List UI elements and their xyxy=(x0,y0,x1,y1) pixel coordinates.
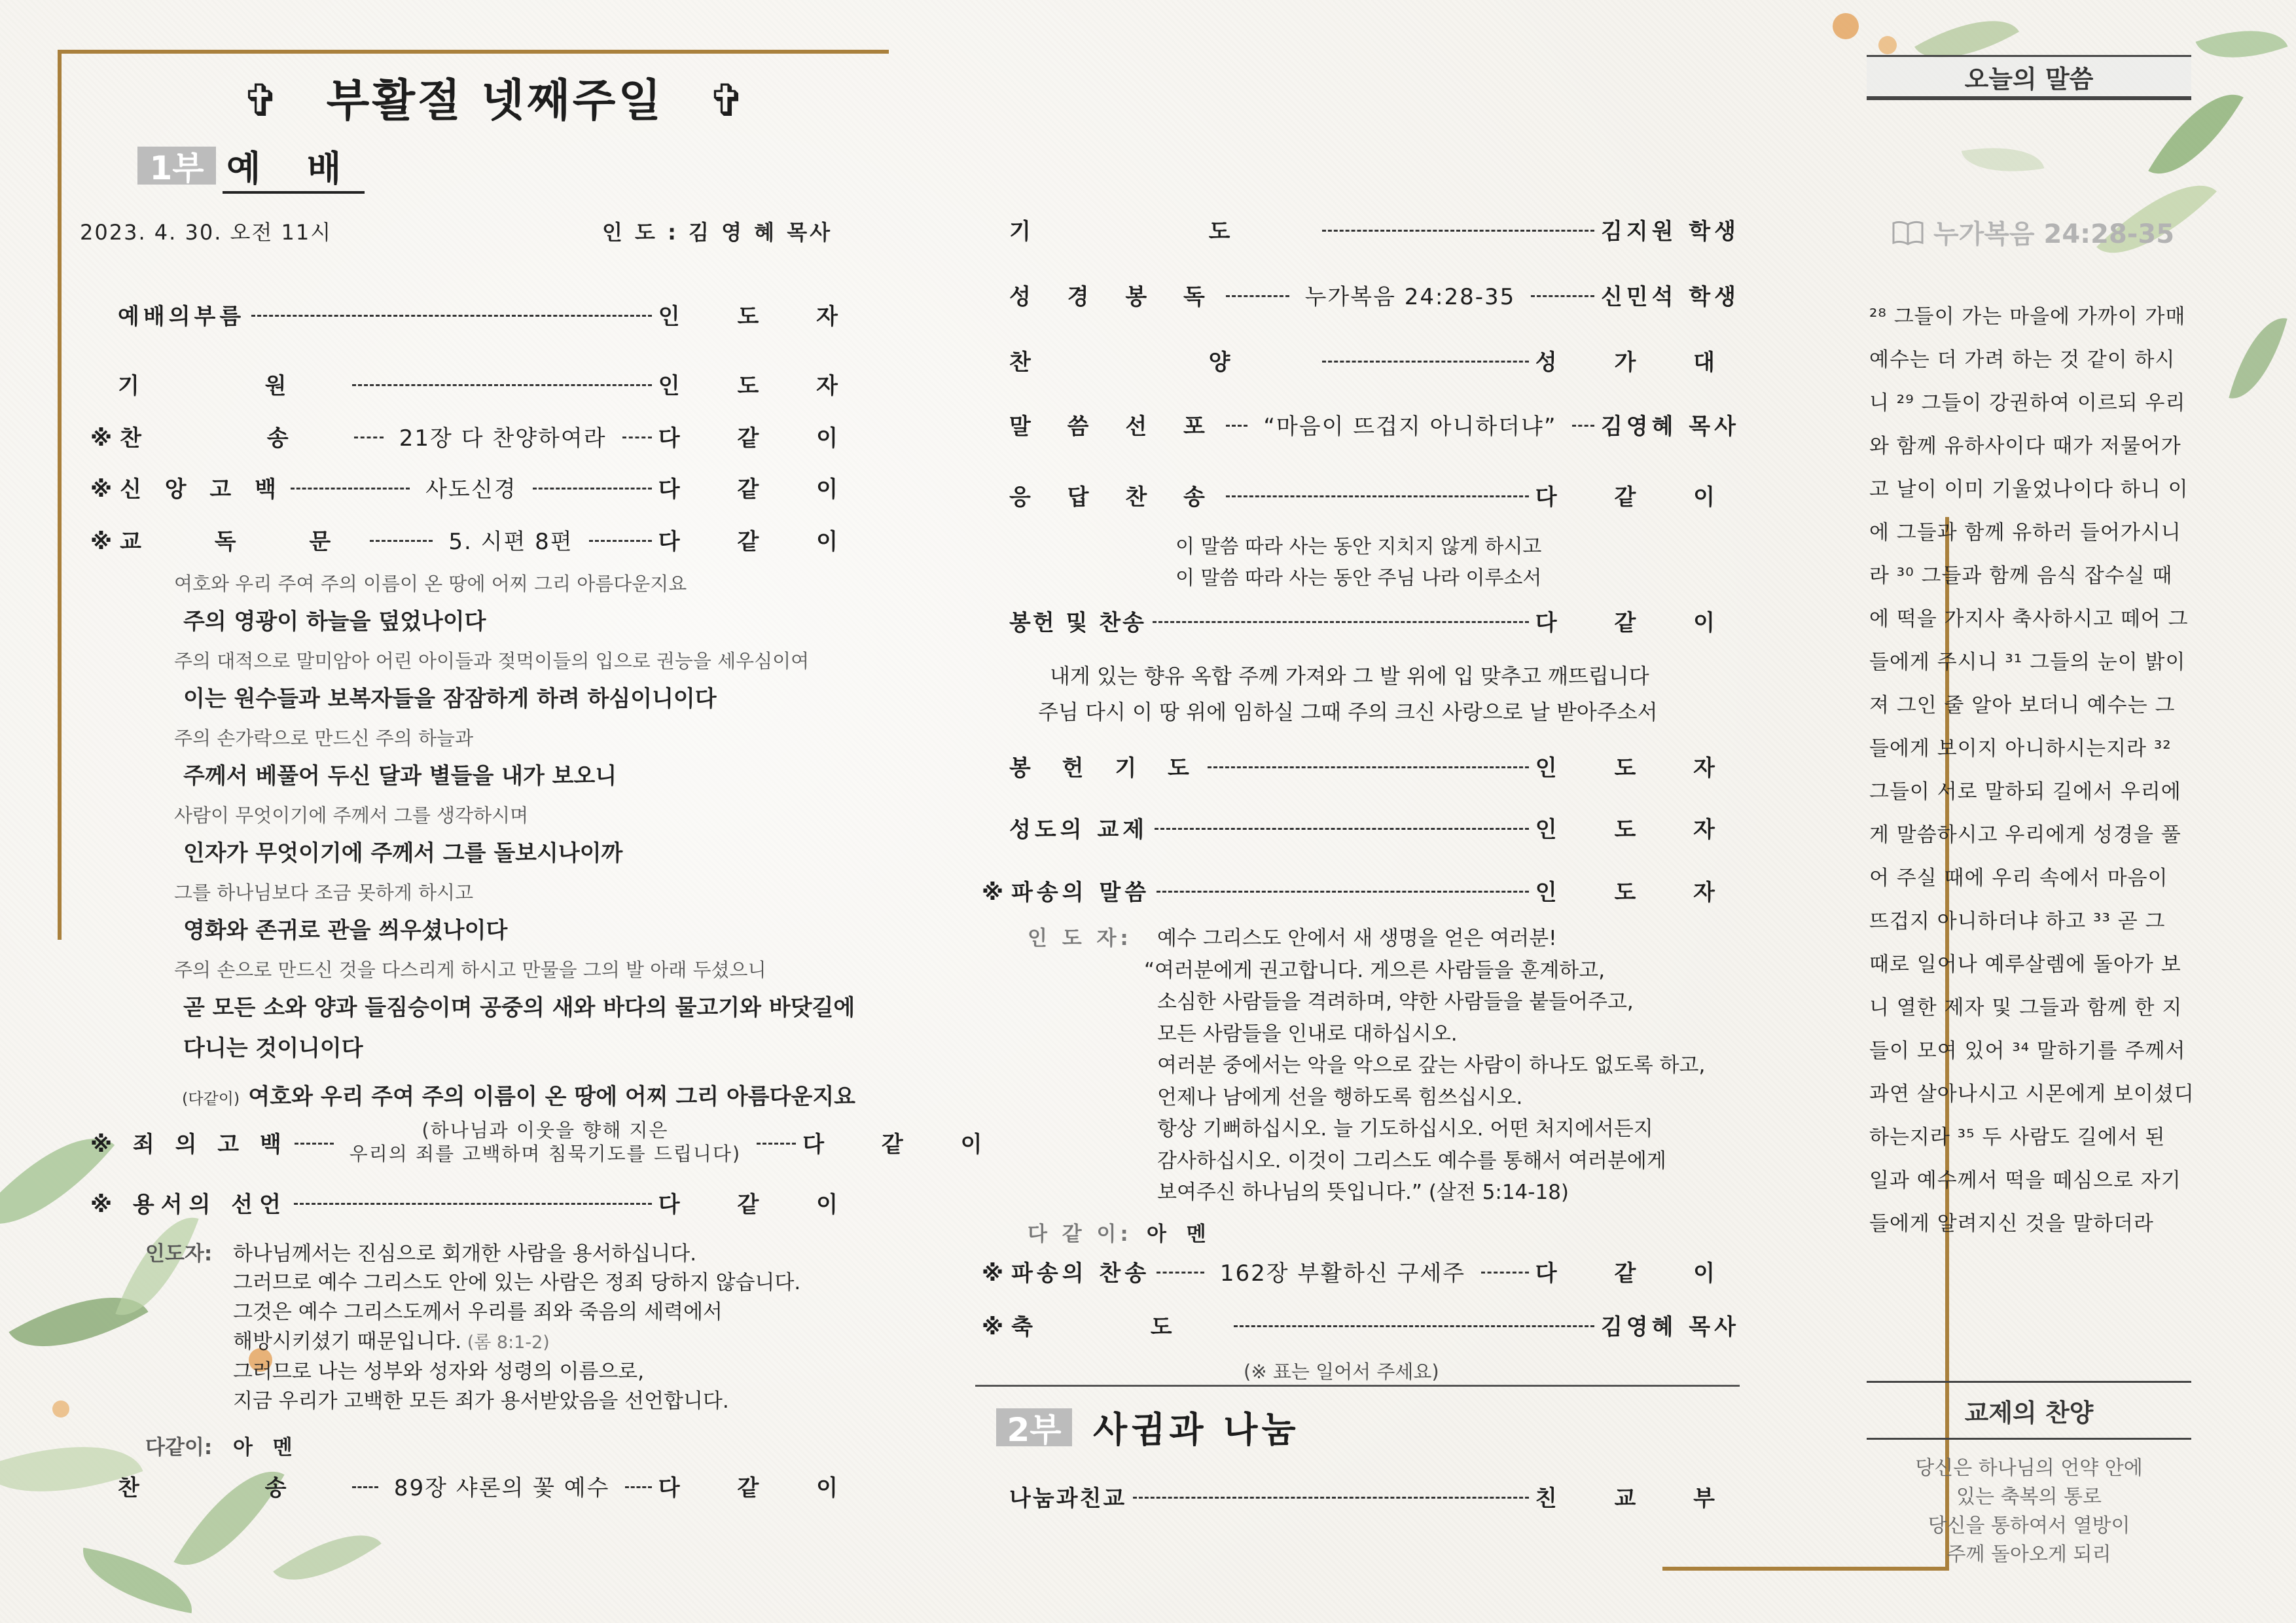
standing-note: (※ 표는 일어서 주세요) xyxy=(1244,1361,1439,1383)
part1-number: 1부 xyxy=(137,147,216,185)
order-label xyxy=(90,524,363,556)
dash-leader xyxy=(251,315,652,317)
order-label-text: 봉 헌 기 도 xyxy=(1009,755,1201,781)
order-performer: 신민석 학생 xyxy=(1600,283,1740,310)
dash-leader xyxy=(352,384,652,386)
cross-icon: ✞ xyxy=(708,75,748,127)
reading-leader-line: 주의 손가락으로 만드신 주의 하늘과 xyxy=(174,727,474,749)
order-performer: 다 같 이 xyxy=(1535,1260,1740,1287)
sidebar-title-bar xyxy=(1867,55,2191,100)
order-label xyxy=(982,874,1150,906)
reading-response-line: 주께서 베풀어 두신 달과 별들을 내가 보오니 xyxy=(183,763,617,789)
order-detail: 사도신경 xyxy=(425,476,517,503)
dash-leader xyxy=(354,437,384,438)
standing-mark: ※ xyxy=(90,528,113,555)
song-line: 주께 돌아오게 되리 xyxy=(1946,1543,2111,1566)
reading-leader-line: 주의 손으로 만드신 것을 다스리게 하시고 만물을 그의 발 아래 두셨으니 xyxy=(174,959,766,981)
order-label xyxy=(90,471,284,503)
psalm-final-text: 여호와 우리 주여 주의 이름이 온 땅에 어찌 그리 아름다운지요 xyxy=(248,1084,856,1110)
scripture-line: 라 ³⁰ 그들과 함께 음식 잡수실 때 xyxy=(1869,564,2173,588)
order-label xyxy=(982,1255,1150,1287)
absolution-all-text: 아 멘 xyxy=(233,1436,299,1459)
order-label-text: 말 씀 선 포 xyxy=(1009,413,1219,440)
order-performer: 인 도 자 xyxy=(1535,755,1740,781)
dash-leader xyxy=(533,488,652,490)
sending-line: 소심한 사람들을 격려하며, 약한 사람들을 붙들어주고, xyxy=(1157,990,1634,1014)
order-performer: 다 같 이 xyxy=(658,1191,863,1218)
absolution-line-text: 하나님께서는 진심으로 회개한 사람을 용서하십니다. xyxy=(233,1242,697,1266)
scripture-line: 하는지라 ³⁵ 두 사람도 길에서 된 xyxy=(1869,1126,2166,1149)
order-confession xyxy=(90,1119,1007,1165)
song-line: 당신을 통하여서 열방이 xyxy=(1928,1514,2130,1537)
standing-mark: ※ xyxy=(90,425,113,452)
absolution-line-text: 해방시키셨기 때문입니다. xyxy=(233,1330,462,1353)
order-label xyxy=(982,1309,1227,1341)
order-label: 찬 송 xyxy=(118,1474,346,1501)
psalm-final-line xyxy=(182,1079,855,1111)
section-divider xyxy=(975,1385,1740,1387)
absolution-line xyxy=(233,1384,729,1414)
order-item xyxy=(1009,410,1740,438)
order-performer: 다 같 이 xyxy=(1535,484,1740,510)
absolution-all-label: 다같이: xyxy=(145,1436,213,1459)
reading-leader-line: 사람이 무엇이기에 주께서 그를 생각하시며 xyxy=(174,804,529,827)
dash-leader xyxy=(1208,766,1529,768)
dash-leader xyxy=(589,540,652,542)
scripture-line: ²⁸ 그들이 가는 마을에 가까이 가매 xyxy=(1869,305,2186,329)
dash-leader xyxy=(1157,891,1529,893)
reading-response-line: 인자가 무엇이기에 주께서 그를 돌보시나이까 xyxy=(183,840,623,866)
scripture-line: 들에게 보이지 아니하시는지라 ³² xyxy=(1869,737,2172,760)
dash-leader xyxy=(1133,1497,1529,1499)
sending-line: 언제나 남에게 선을 행하도록 힘쓰십시오. xyxy=(1157,1085,1523,1109)
order-label-text: 교 독 문 xyxy=(120,528,364,555)
order-label-text: 기 원 xyxy=(118,372,346,399)
scripture-line: 그들이 서로 말하되 길에서 우리에 xyxy=(1869,780,2181,804)
scripture-line: 과연 살아나시고 시몬에게 보이셨디 xyxy=(1869,1082,2195,1106)
order-label: 용서의 선언 xyxy=(132,1191,287,1218)
order-detail: 누가복음 24:28-35 xyxy=(1304,283,1516,310)
response-lyric-line: 이 말씀 따라 사는 동안 지치지 않게 하시고 xyxy=(1175,535,1542,558)
scripture-reference: 누가복음 24:28-35 xyxy=(1933,219,2175,249)
sending-all-label: 다 같 이: xyxy=(1028,1222,1132,1246)
dash-leader xyxy=(295,1143,334,1145)
absolution-line xyxy=(233,1295,723,1325)
reading-response-line: 다니는 것이니이다 xyxy=(183,1035,363,1061)
order-item xyxy=(1009,346,1740,374)
order-fellowship xyxy=(1009,1482,1740,1510)
book-icon xyxy=(1892,219,1924,245)
sending-line: 모든 사람들을 인내로 대하십시오. xyxy=(1157,1022,1458,1046)
order-item xyxy=(1009,751,1740,780)
order-item xyxy=(118,300,863,329)
order-performer: 김영혜 목사 xyxy=(1600,1313,1740,1340)
dash-leader xyxy=(1322,230,1594,232)
order-performer: 다 같 이 xyxy=(658,528,863,555)
order-label-text: 성도의 교제 xyxy=(1009,816,1149,843)
order-label xyxy=(118,298,245,330)
order-performer: 인 도 자 xyxy=(1535,816,1740,843)
absolution-line xyxy=(233,1237,696,1266)
sending-line: 보여주신 하나님의 뜻입니다.” (살전 5:14-18) xyxy=(1157,1181,1570,1204)
service-title: 부활절 넷째주일 xyxy=(326,75,664,127)
order-label xyxy=(118,368,346,400)
standing-mark: ※ xyxy=(90,476,113,503)
scripture-heading xyxy=(1892,213,2174,251)
offering-lyric-line: 주님 다시 이 땅 위에 임하실 그때 주의 크신 사랑으로 날 받아주소서 xyxy=(1038,700,1658,724)
order-performer: 다 같 이 xyxy=(1535,609,1740,636)
sending-line: 감사하십시오. 이것이 그리스도 예수를 통해서 여러분에게 xyxy=(1157,1149,1666,1173)
order-performer: 다 같 이 xyxy=(802,1131,1007,1158)
order-label xyxy=(1009,408,1219,440)
order-detail: 5. 시편 8편 xyxy=(448,528,573,555)
scripture-line: 져 그인 줄 알아 보더니 예수는 그 xyxy=(1869,694,2176,717)
scripture-line: 니 열한 제자 및 그들과 함께 한 지 xyxy=(1869,996,2183,1020)
part2-number: 2부 xyxy=(996,1408,1072,1446)
scripture-line: 예수는 더 가려 하는 것 같이 하시 xyxy=(1869,348,2176,372)
order-item xyxy=(1009,215,1740,243)
order-label xyxy=(1009,812,1148,844)
order-label-text: 파송의 말씀 xyxy=(1011,879,1151,906)
dash-leader xyxy=(1531,295,1594,297)
scripture-line: 어 주실 때에 우리 속에서 마음이 xyxy=(1869,866,2168,890)
song-title: 교제의 찬양 xyxy=(1964,1398,2094,1427)
order-performer: 다 같 이 xyxy=(658,1474,863,1501)
scripture-line: 니 ²⁹ 그들이 강권하여 이르되 우리 xyxy=(1869,391,2186,415)
absolution-line-text: 지금 우리가 고백한 모든 죄가 용서받았음을 선언합니다. xyxy=(233,1389,729,1413)
order-item xyxy=(1009,280,1740,309)
absolution-line-text: 그러므로 예수 그리스도 안에 있는 사람은 정죄 당하지 않습니다. xyxy=(233,1271,801,1294)
order-label-text: 응 답 찬 송 xyxy=(1009,484,1219,510)
absolution-line-text: 그것은 예수 그리스도께서 우리를 죄와 죽음의 세력에서 xyxy=(233,1300,723,1324)
scripture-citation: (롬 8:1-2) xyxy=(461,1332,550,1353)
order-label-text: 축 도 xyxy=(1011,1313,1227,1340)
absolution-line xyxy=(233,1355,644,1384)
order-hymn-2 xyxy=(118,1471,863,1500)
service-date: 2023. 4. 30. 오전 11시 xyxy=(80,220,332,245)
confession-note-1: (하나님과 이웃을 향해 지은 xyxy=(422,1119,669,1141)
dash-leader xyxy=(1226,495,1529,497)
song-line: 당신은 하나님의 언약 안에 xyxy=(1915,1457,2143,1480)
scripture-line: 일과 예수께서 떡을 떼심으로 자기 xyxy=(1869,1169,2181,1192)
order-label: 봉헌 및 찬송 xyxy=(1009,609,1146,636)
order-label xyxy=(1009,344,1316,376)
song-title-bar xyxy=(1867,1381,2191,1440)
dash-leader xyxy=(1157,1272,1204,1274)
scripture-line: 뜨겁지 아니하더냐 하고 ³³ 곧 그 xyxy=(1869,910,2166,933)
order-performer: 인 도 자 xyxy=(1535,879,1740,906)
order-item xyxy=(982,876,1740,904)
order-item xyxy=(118,369,863,398)
sending-line: 예수 그리스도 안에서 새 생명을 얻은 여러분! xyxy=(1157,927,1557,950)
scripture-line: 들에게 주시니 ³¹ 그들의 눈이 밝이 xyxy=(1869,651,2186,674)
scripture-line: 게 말씀하시고 우리에게 성경을 풀 xyxy=(1869,823,2181,847)
order-performer: 친 교 부 xyxy=(1535,1485,1740,1512)
order-item xyxy=(90,473,863,501)
page-title xyxy=(242,65,748,129)
order-label-text: 기 도 xyxy=(1009,218,1316,245)
dash-leader xyxy=(352,1486,378,1488)
dash-leader xyxy=(1226,425,1247,427)
sending-line: “여러분에게 권고합니다. 게으른 사람들을 훈계하고, xyxy=(1144,958,1605,982)
order-performer: 다 같 이 xyxy=(658,476,863,503)
dash-leader xyxy=(1481,1272,1529,1274)
order-performer: 김영혜 목사 xyxy=(1600,413,1740,440)
word-title: 오늘의 말씀 xyxy=(1964,64,2094,94)
service-leader: 인 도 : 김 영 혜 목사 xyxy=(602,220,833,245)
order-performer: 성 가 대 xyxy=(1535,349,1740,376)
dash-leader xyxy=(370,540,433,542)
dash-leader xyxy=(625,1486,651,1488)
dash-leader xyxy=(291,488,410,490)
order-item xyxy=(1009,480,1740,509)
dash-leader xyxy=(1155,828,1529,830)
order-label-text: 신 앙 고 백 xyxy=(120,476,284,503)
order-label-text: 파송의 찬송 xyxy=(1011,1260,1151,1287)
reading-response-line: 영화와 존귀로 관을 씌우셨나이다 xyxy=(183,918,508,944)
reading-leader-line: 여호와 우리 주여 주의 이름이 온 땅에 어찌 그리 아름다운지요 xyxy=(174,573,687,595)
order-label xyxy=(1009,213,1316,245)
order-detail: 89장 샤론의 꽃 예수 xyxy=(393,1474,610,1501)
dash-leader xyxy=(757,1143,796,1145)
standing-mark: ※ xyxy=(982,1313,1004,1340)
dash-leader xyxy=(1153,621,1529,623)
order-absolution xyxy=(90,1188,863,1217)
order-label xyxy=(1009,479,1219,511)
order-label xyxy=(1009,750,1201,782)
order-detail: “마음이 뜨겁지 아니하더냐” xyxy=(1263,413,1557,440)
absolution-line xyxy=(233,1266,800,1295)
order-detail: 162장 부활하신 구세주 xyxy=(1219,1260,1466,1287)
order-performer: 인 도 자 xyxy=(658,303,863,330)
order-label xyxy=(1009,279,1219,311)
sending-leader-label: 인 도 자: xyxy=(1028,927,1132,950)
order-label: 죄 의 고 백 xyxy=(132,1131,288,1158)
order-label: 나눔과친교 xyxy=(1009,1485,1127,1512)
scripture-line: 에 그들과 함께 유하러 들어가시니 xyxy=(1869,521,2181,544)
scripture-line: 고 날이 이미 기울었나이다 하니 이 xyxy=(1869,478,2189,501)
reading-leader-line: 주의 대적으로 말미암아 어린 아이들과 젖먹이들의 입으로 권능을 세우심이여 xyxy=(174,650,810,672)
part1-title: 예 배 xyxy=(223,141,365,194)
reading-leader-line: 그를 하나님보다 조금 못하게 하시고 xyxy=(174,882,474,904)
scripture-line: 에 떡을 가지사 축사하시고 떼어 그 xyxy=(1869,607,2189,631)
order-label-text: 찬 양 xyxy=(1009,349,1316,376)
standing-mark: ※ xyxy=(982,879,1004,906)
reading-response-line: 이는 원수들과 보복자들을 잠잠하게 하려 하심이니이다 xyxy=(183,686,717,712)
order-performer: 인 도 자 xyxy=(658,372,863,399)
scripture-line: 들에게 알려지신 것을 말하더라 xyxy=(1869,1212,2154,1236)
scripture-line: 때로 일어나 예루살렘에 돌아가 보 xyxy=(1869,953,2181,976)
song-line: 있는 축복의 통로 xyxy=(1956,1486,2102,1508)
absolution-line xyxy=(233,1325,550,1354)
standing-mark: ※ xyxy=(982,1260,1004,1287)
order-label-text: 성 경 봉 독 xyxy=(1009,283,1219,310)
frame-left xyxy=(58,50,62,940)
dash-leader xyxy=(1572,425,1594,427)
dash-leader xyxy=(1226,295,1289,297)
cross-icon: ✞ xyxy=(242,75,282,127)
order-label xyxy=(90,420,348,452)
order-label-text: 찬 송 xyxy=(120,425,348,452)
standing-mark: ※ xyxy=(90,1131,119,1158)
scripture-line: 들이 모여 있어 ³⁴ 말하기를 주께서 xyxy=(1869,1039,2186,1063)
dash-leader xyxy=(622,437,652,438)
confession-note-2: 우리의 죄를 고백하며 침묵기도를 드립니다) xyxy=(349,1143,742,1165)
order-performer: 김지원 학생 xyxy=(1600,218,1740,245)
part2-title: 사귐과 나눔 xyxy=(1093,1409,1300,1450)
sending-all-text: 아 멘 xyxy=(1147,1222,1213,1246)
sending-line: 항상 기뻐하십시오. 늘 기도하십시오. 어떤 처지에서든지 xyxy=(1157,1117,1653,1141)
response-lyric-line: 이 말씀 따라 사는 동안 주님 나라 이루소서 xyxy=(1175,567,1542,590)
sending-line: 여러분 중에서는 악을 악으로 갚는 사람이 하나도 없도록 하고, xyxy=(1157,1054,1706,1077)
reading-response-line: 곧 모든 소와 양과 들짐승이며 공중의 새와 바다의 물고기와 바닷길에 xyxy=(183,995,855,1021)
standing-mark: ※ xyxy=(90,1191,119,1218)
offering-lyric-line: 내게 있는 향유 옥합 주께 가져와 그 발 위에 입 맞추고 깨뜨립니다 xyxy=(1050,664,1649,688)
order-item xyxy=(1009,813,1740,842)
order-item xyxy=(90,421,863,450)
scripture-line: 와 함께 유하사이다 때가 저물어가 xyxy=(1869,435,2181,458)
psalm-final-prefix: (다같이) xyxy=(182,1090,240,1108)
reading-response-line: 주의 영광이 하늘을 덮었나이다 xyxy=(183,609,486,635)
order-item xyxy=(90,525,863,554)
absolution-leader-label: 인도자: xyxy=(145,1242,213,1266)
frame-top-left xyxy=(58,50,889,54)
order-label-text: 예배의부름 xyxy=(118,303,245,330)
absolution-line-text: 그러므로 나는 성부와 성자와 성령의 이름으로, xyxy=(233,1360,645,1383)
order-offering xyxy=(1009,606,1740,635)
dash-leader xyxy=(294,1203,652,1205)
dash-leader xyxy=(1234,1325,1594,1327)
order-performer: 다 같 이 xyxy=(658,425,863,452)
order-detail: 21장 다 찬양하여라 xyxy=(399,425,607,452)
order-item xyxy=(982,1257,1740,1285)
order-item xyxy=(982,1310,1740,1339)
dash-leader xyxy=(1322,361,1529,363)
frame-bottom-right xyxy=(1662,1567,1949,1571)
